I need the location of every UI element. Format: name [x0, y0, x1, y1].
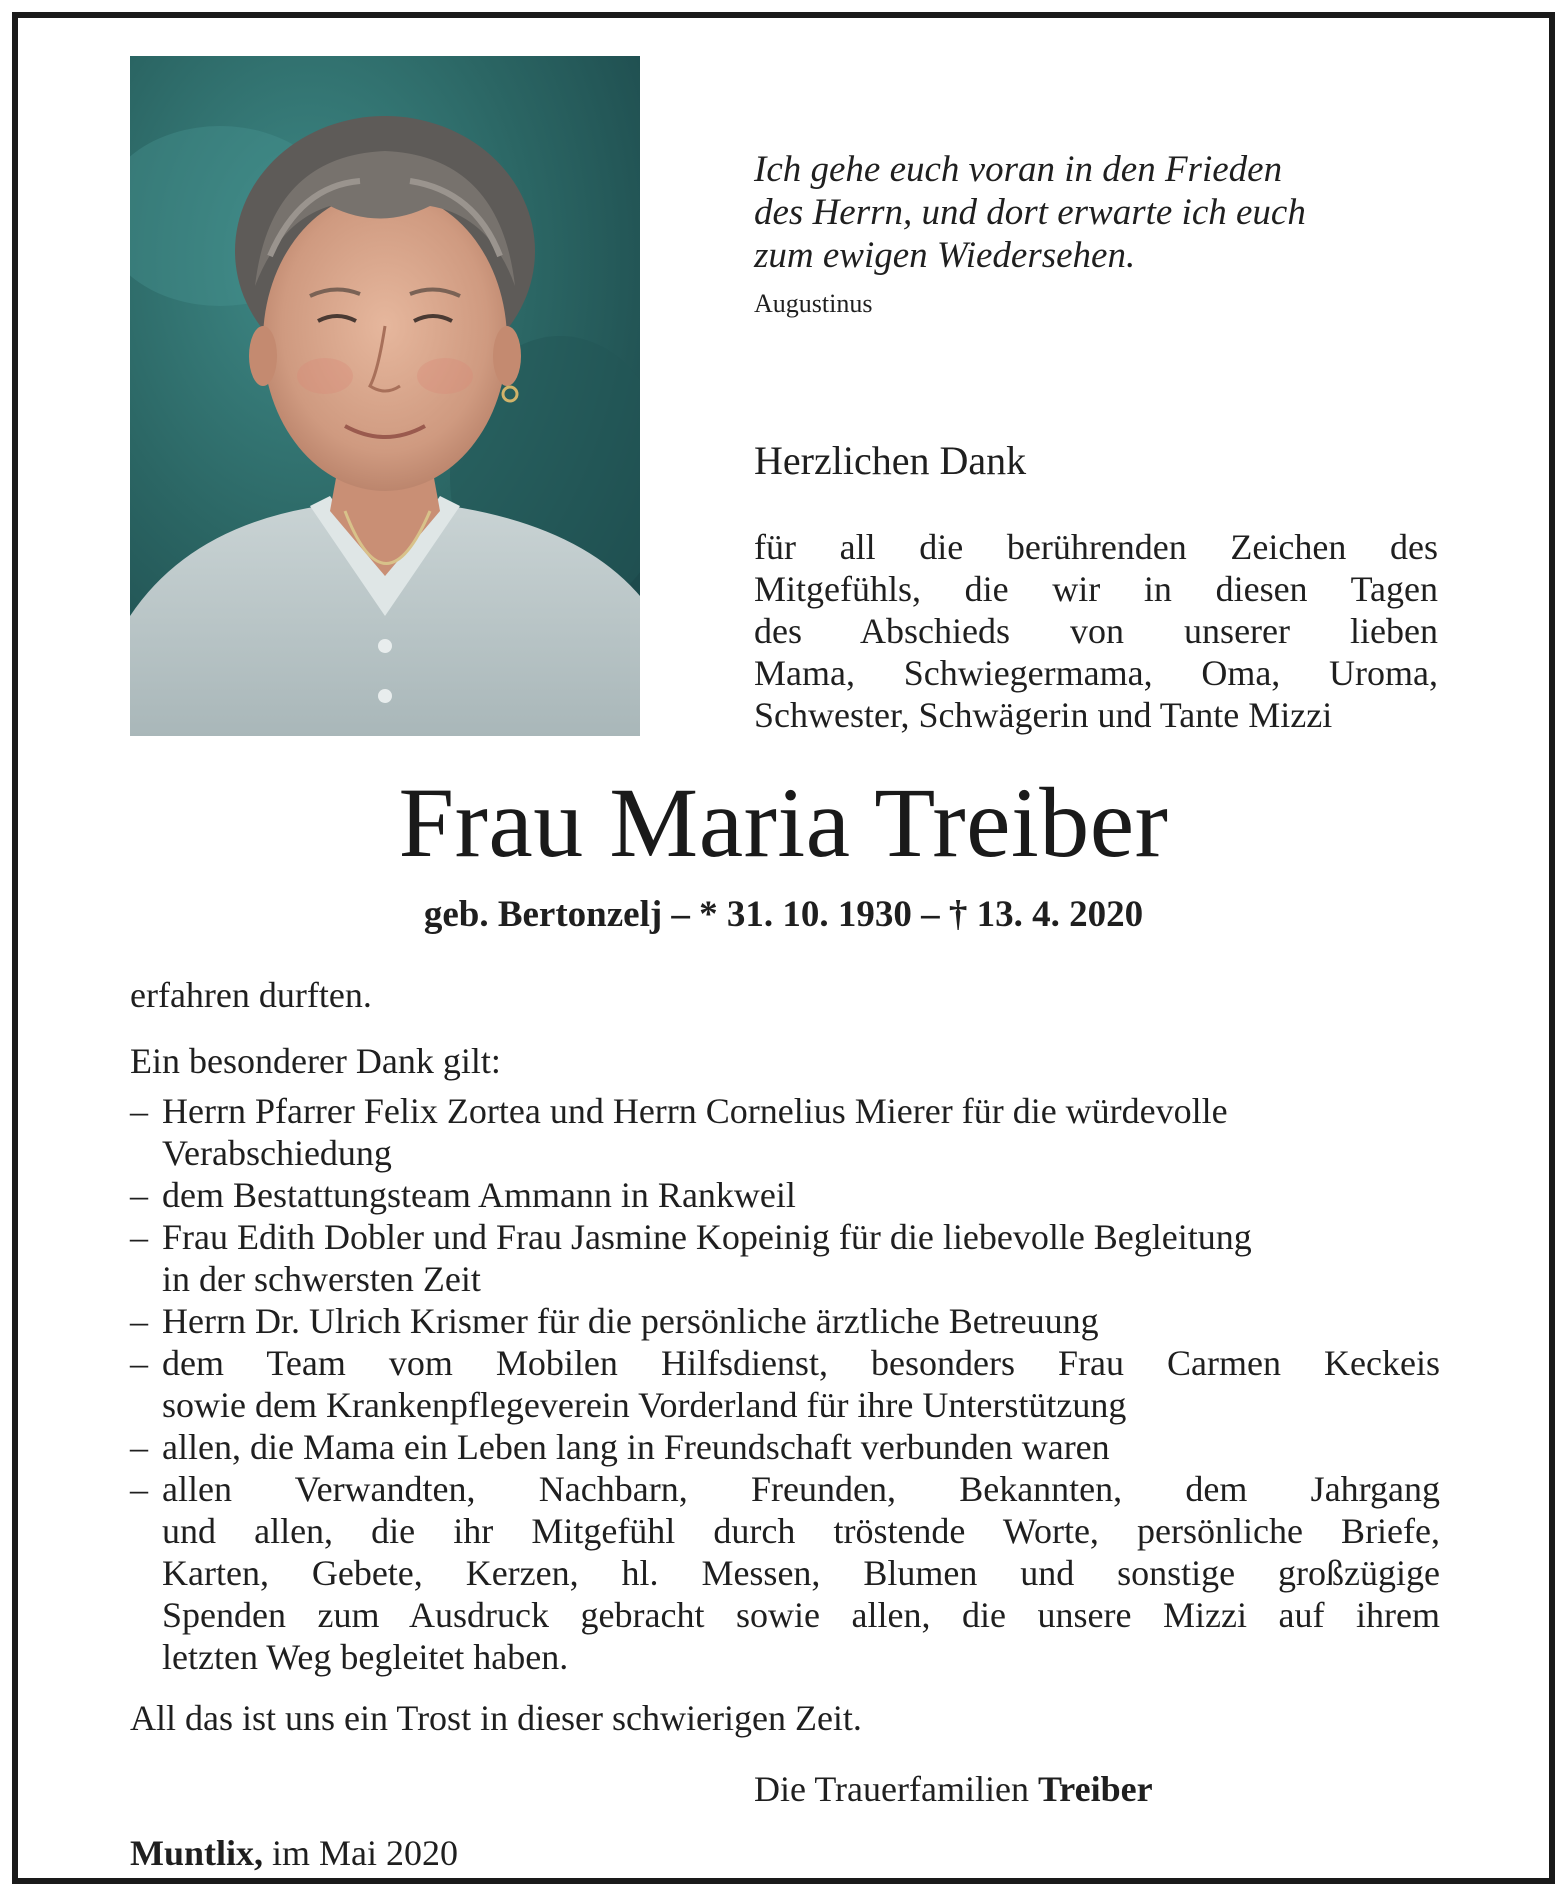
dash: – [130, 1091, 148, 1131]
thanks-line: Mama, Schwiegermama, Oma, Uroma, [754, 653, 1438, 693]
place-date [130, 1832, 458, 1874]
signoff-prefix: Die Trauerfamilien [754, 1769, 1029, 1809]
dash: – [130, 1343, 148, 1383]
thanks-line: Mitgefühls, die wir in diesen Tagen [754, 569, 1438, 609]
list-item [130, 1468, 1440, 1678]
thanks-heading: Herzlichen Dank [754, 438, 1027, 483]
quote-author: Augustinus [754, 289, 873, 318]
thanks-text [754, 526, 1438, 736]
thanks-line: Schwester, Schwägerin und Tante Mizzi [754, 695, 1333, 735]
list-line: Herrn Dr. Ulrich Krismer für die persönliche ärztliche Betreuung [162, 1301, 1099, 1341]
signoff-family: Treiber [1037, 1769, 1153, 1809]
list-item [130, 1174, 1440, 1216]
list-item [130, 1216, 1440, 1300]
list-item [130, 1426, 1440, 1468]
place-town: Muntlix, [130, 1833, 264, 1873]
quote-line: des Herrn, und dort erwarte ich euch [754, 192, 1306, 233]
closing-text: All das ist uns ein Trost in dieser schwierigen Zeit. [130, 1698, 862, 1738]
list-line: letzten Weg begleitet haben. [162, 1637, 569, 1677]
list-line: allen Verwandten, Nachbarn, Freunden, Bekannten, dem Jahrgang [162, 1469, 1440, 1509]
thanks-line: des Abschieds von unserer lieben [754, 611, 1438, 651]
list-line: sowie dem Krankenpflegeverein Vorderland für ihre Unterstützung [162, 1385, 1127, 1425]
list-line: in der schwersten Zeit [162, 1259, 481, 1299]
deceased-name: Frau Maria Treiber [398, 767, 1169, 878]
list-line: Karten, Gebete, Kerzen, hl. Messen, Blumen und sonstige großzügige [162, 1553, 1440, 1593]
dash: – [130, 1301, 148, 1341]
list-line: dem Team vom Mobilen Hilfsdienst, besonders Frau Carmen Keckeis [162, 1343, 1440, 1383]
list-line: allen, die Mama ein Leben lang in Freundschaft verbunden waren [162, 1427, 1110, 1467]
list-line: Verabschiedung [162, 1133, 392, 1173]
dash: – [130, 1427, 148, 1467]
dash: – [130, 1175, 148, 1215]
list-line: Frau Edith Dobler und Frau Jasmine Kopeinig für die liebevolle Begleitung [162, 1217, 1252, 1257]
special-thanks-heading: Ein besonderer Dank gilt: [130, 1041, 501, 1081]
list-line: Herrn Pfarrer Felix Zortea und Herrn Cornelius Mierer für die würdevolle [162, 1091, 1228, 1131]
intro-text: erfahren durften. [130, 975, 372, 1015]
deceased-dates: geb. Bertonzelj – * 31. 10. 1930 – † 13. 4. 2020 [423, 894, 1144, 935]
signoff [754, 1768, 1153, 1810]
dash: – [130, 1217, 148, 1257]
place-date-text: im Mai 2020 [272, 1833, 459, 1873]
list-item [130, 1342, 1440, 1426]
quote-line: Ich gehe euch voran in den Frieden [754, 149, 1283, 190]
quote [754, 148, 1454, 277]
thanks-line: für all die berührenden Zeichen des [754, 527, 1438, 567]
list-line: dem Bestattungsteam Ammann in Rankweil [162, 1175, 796, 1215]
portrait-photo-icon [130, 56, 640, 736]
thanks-list [130, 1090, 1440, 1678]
quote-line: zum ewigen Wiedersehen. [754, 235, 1136, 276]
list-line: und allen, die ihr Mitgefühl durch tröstende Worte, persönliche Briefe, [162, 1511, 1440, 1551]
list-item [130, 1090, 1440, 1174]
list-item [130, 1300, 1440, 1342]
dash: – [130, 1469, 148, 1509]
list-line: Spenden zum Ausdruck gebracht sowie allen, die unsere Mizzi auf ihrem [162, 1595, 1440, 1635]
